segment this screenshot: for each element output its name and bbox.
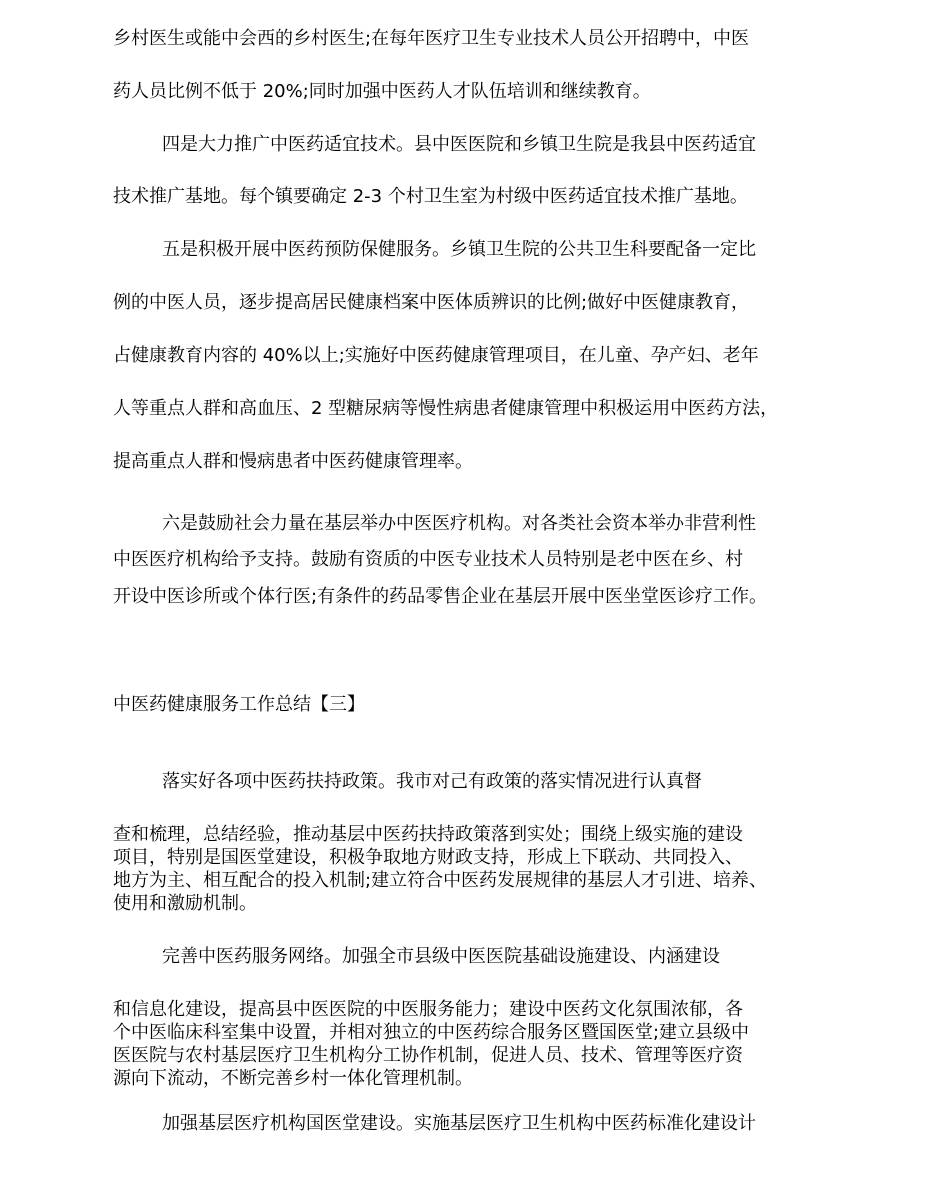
text-line: 乡村医生或能中会西的乡村医生;在每年医疗卫生专业技术人员公开招聘中，中医 [113,28,750,49]
paragraph-start: 落实好各项中医药扶持政策。我市对己有政策的落实情况进行认真督 [162,771,702,792]
paragraph-start: 四是大力推广中医药适宜技术。县中医医院和乡镇卫生院是我县中医药适宜 [162,134,756,155]
section-heading: 中医药健康服务工作总结【三】 [113,694,365,715]
text-line: 使用和激励机制。 [113,893,257,914]
text-line: 医医院与农村基层医疗卫生机构分工协作机制，促进人员、技术、管理等医疗资 [113,1045,743,1066]
text-line: 中医医疗机构给予支持。鼓励有资质的中医专业技术人员特别是老中医在乡、村 [113,549,743,570]
text-line: 人等重点人群和高血压、2 型糖尿病等慢性病患者健康管理中积极运用中医药方法， [113,398,779,419]
text-line: 占健康教育内容的 40%以上;实施好中医药健康管理项目，在儿童、孕产妇、老年 [113,345,759,366]
text-line: 项目，特别是国医堂建设，积极争取地方财政支持，形成上下联动、共同投入、 [113,847,743,868]
paragraph-start: 加强基层医疗机构国医堂建设。实施基层医疗卫生机构中医药标准化建设计 [162,1113,756,1134]
text-line: 开设中医诊所或个体行医;有条件的药品零售企业在基层开展中医坐堂医诊疗工作。 [113,586,768,607]
paragraph-start: 六是鼓励社会力量在基层举办中医医疗机构。对各类社会资本举办非营利性 [162,513,756,534]
text-line: 例的中医人员，逐步提高居民健康档案中医体质辨识的比例;做好中医健康教育， [113,292,750,313]
paragraph-start: 完善中医药服务网络。加强全市县级中医医院基础设施建设、内涵建设 [162,946,720,967]
text-line: 个中医临床科室集中设置，并相对独立的中医药综合服务区暨国医堂;建立县级中 [113,1022,750,1043]
text-line: 和信息化建设，提高县中医医院的中医服务能力；建设中医药文化氛围浓郁，各 [113,999,743,1020]
text-line: 药人员比例不低于 20%;同时加强中医药人才队伍培训和继续教育。 [113,81,651,102]
paragraph-start: 五是积极开展中医药预防保健服务。乡镇卫生院的公共卫生科要配备一定比 [162,239,756,260]
text-line: 提高重点人群和慢病患者中医药健康管理率。 [113,451,473,472]
text-line: 查和梳理，总结经验，推动基层中医药扶持政策落到实处；围绕上级实施的建设 [113,824,743,845]
text-line: 地方为主、相互配合的投入机制;建立符合中医药发展规律的基层人才引进、培养、 [113,870,768,891]
text-line: 源向下流动，不断完善乡村一体化管理机制。 [113,1068,473,1089]
text-line: 技术推广基地。每个镇要确定 2-3 个村卫生室为村级中医药适宜技术推广基地。 [113,186,748,207]
